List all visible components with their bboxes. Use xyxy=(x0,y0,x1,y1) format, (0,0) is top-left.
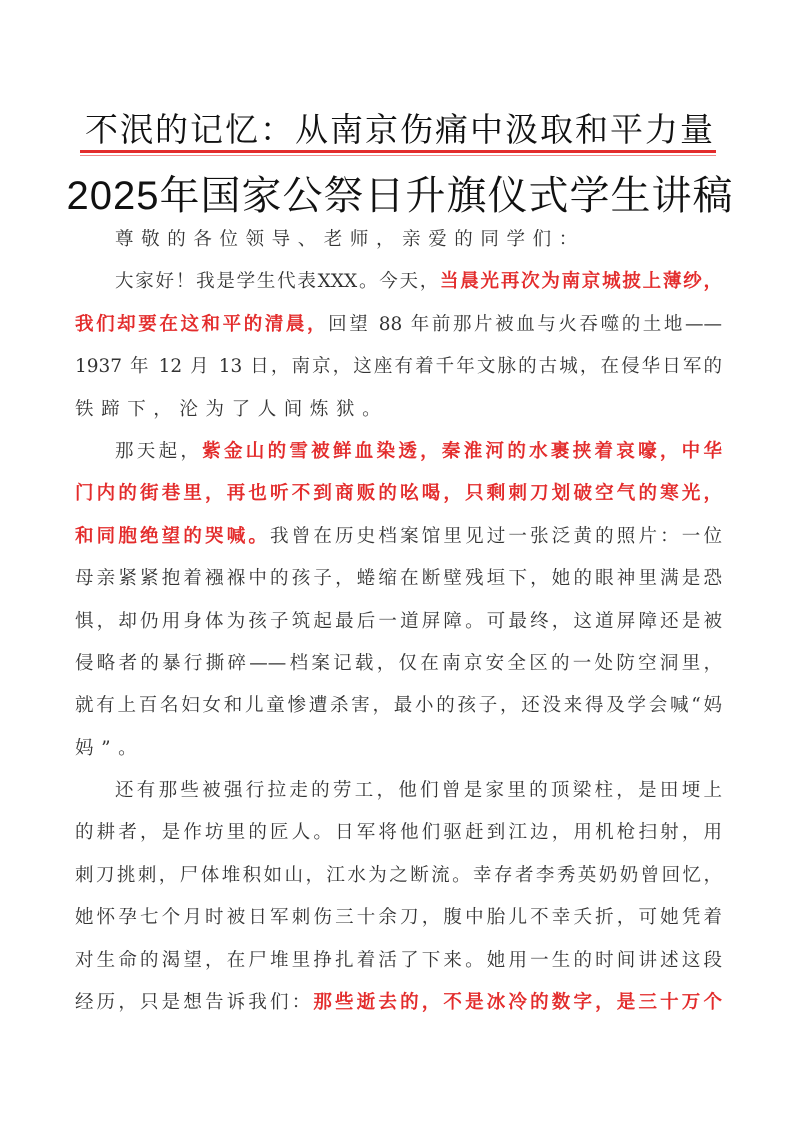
text-line xyxy=(75,643,722,685)
text-line xyxy=(75,601,722,643)
document-subtitle: 2025年国家公祭日升旗仪式学生讲稿 xyxy=(66,174,734,218)
text-line xyxy=(75,219,722,261)
body-text: 就有上百名妇女和儿童惨遭杀害，最小的孩子，还没来得及学会喊“妈 xyxy=(75,695,722,717)
highlighted-text: 我们却要在这和平的清晨， xyxy=(75,313,329,335)
text-line xyxy=(75,728,722,770)
text-line xyxy=(75,982,722,1024)
text-line xyxy=(75,897,722,939)
text-line xyxy=(75,346,722,388)
body-text: 还有那些被强行拉走的劳工，他们曾是家里的顶梁柱，是田埂上 xyxy=(115,780,722,802)
highlighted-text: 和同胞绝望的哭喊。 xyxy=(75,525,271,547)
body-text: 我曾在历史档案馆里见过一张泛黄的照片：一位 xyxy=(270,525,722,547)
body-text: 侵略者的暴行撕碎——档案记载，仅在南京安全区的一处防空洞里， xyxy=(75,652,722,674)
speech-body xyxy=(75,219,722,1024)
body-text: 惧，却仍用身体为孩子筑起最后一道屏障。可最终，这道屏障还是被 xyxy=(75,610,722,632)
highlighted-text: 当晨光再次为南京城披上薄纱， xyxy=(440,271,722,293)
body-text: 刺刀挑刺，尸体堆积如山，江水为之断流。幸存者李秀英奶奶曾回忆， xyxy=(75,864,722,886)
title-divider xyxy=(80,150,716,153)
body-text: 1937 年 12 月 13 日，南京，这座有着千年文脉的古城，在侵华日军的 xyxy=(75,356,722,378)
text-line xyxy=(75,770,722,812)
body-text: 妈”。 xyxy=(75,737,145,759)
text-line xyxy=(75,389,722,431)
text-line xyxy=(75,473,722,515)
body-text: 经历，只是想告诉我们： xyxy=(75,992,314,1014)
body-text: 铁蹄下，沦为了人间炼狱。 xyxy=(75,398,389,420)
text-line xyxy=(75,261,722,303)
highlighted-text: 门内的街巷里，再也听不到商贩的吆喝，只剩刺刀划破空气的寒光， xyxy=(75,483,722,505)
text-line xyxy=(75,516,722,558)
text-line xyxy=(75,812,722,854)
highlighted-text: 那些逝去的，不是冰冷的数字，是三十万个 xyxy=(313,992,722,1014)
body-text: 她怀孕七个月时被日军刺伤三十余刀，腹中胎儿不幸夭折，可她凭着 xyxy=(75,907,722,929)
title-divider-shadow xyxy=(80,155,716,156)
text-line xyxy=(75,558,722,600)
body-text: 对生命的渴望，在尸堆里挣扎着活了下来。她用一生的时间讲述这段 xyxy=(75,949,722,971)
text-line xyxy=(75,940,722,982)
highlighted-text: 紫金山的雪被鲜血染透，秦淮河的水裹挟着哀嚎，中华 xyxy=(202,440,722,462)
body-text: 尊敬的各位领导、老师，亲爱的同学们： xyxy=(115,229,585,250)
text-line xyxy=(75,855,722,897)
text-line xyxy=(75,685,722,727)
text-line xyxy=(75,304,722,346)
text-line xyxy=(75,431,722,473)
body-text: 回望 88 年前那片被血与火吞噬的土地—— xyxy=(328,313,722,335)
document-title: 不泯的记忆：从南京伤痛中汲取和平力量 xyxy=(85,110,715,149)
body-text: 大家好！我是学生代表XXX。今天， xyxy=(115,271,441,293)
body-text: 的耕者，是作坊里的匠人。日军将他们驱赶到江边，用机枪扫射，用 xyxy=(75,822,722,844)
body-text: 母亲紧紧抱着襁褓中的孩子，蜷缩在断壁残垣下，她的眼神里满是恐 xyxy=(75,568,722,590)
body-text: 那天起， xyxy=(115,440,203,462)
